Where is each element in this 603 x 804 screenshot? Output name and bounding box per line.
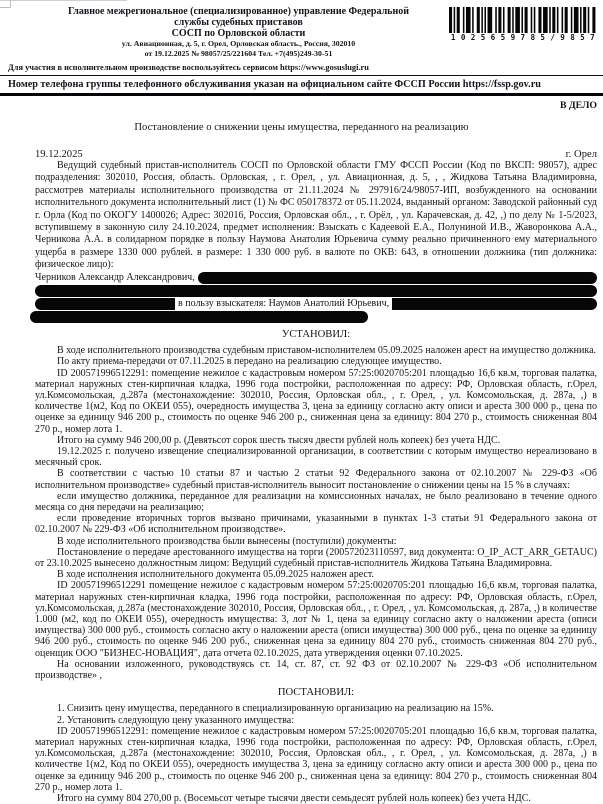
paragraph: если проведение вторичных торгов вызвано причинами, указанными в пунктах 1-3 статьи 91 Федерального закона от 02.10.2007 № 229-ФЗ «Об исполнительном производстве». [35,513,597,536]
gosuslugi-notice: Для участия в исполнительном производстве воспользуйтесь сервисом https://www.gosuslugi.ru [8,62,369,72]
resolution-property-description: ID 200571996512291: помещение нежилое с кадастровым номером 57:25:0020705:201 площадью 16,6 кв.м, торговая палатка, материал наружных стен-кирпичная кладка, 1996 года постройки, расположенная по адресу: РФ, Орловская область, г.Орел, ул.Комсомольская, д.287а (местонахождение: 302010, Россия, Орловская обл., , г. Орел, , ул. Комсомольская, д. 287а, ,) в количестве 1(м2, Код по ОКЕИ 055), очередность имущества 3, цена за единицу согласно акту описи и ареста 300 000 р., цена по оценке за единицу 946 200 р., стоимость по оценке 946 200 р., сниженная цена за единицу: 804 270 р., стоимость сниженная 804 270 р., номер лота 1. [35,725,597,793]
paragraph: В ходе исполнительного производства были вынесены (поступили) документы: [57,535,397,547]
section-heading-ustanovil: УСТАНОВИЛ: [281,329,351,341]
redaction-bar [35,285,597,297]
document-date: 19.12.2025 [35,148,83,160]
dateline [35,149,597,160]
paragraph: Постановление о передаче арестованного имущества на торги (200572023110597, вид документа: O_IP_ACT_ARR_GETAUC) от 23.10.2025 вынесено должностным лицом: Ведущий судебный пристав-исполнитель Жидкова Татьяна Владимировна. [35,546,597,570]
barcode-icon [449,7,597,33]
scan-artifact-line [0,0,127,1]
header-thick-rule [0,93,603,96]
redaction-row-partial [35,310,597,323]
redaction-bar [35,298,175,310]
section-heading-postanovil: ПОСТАНОВИЛ: [277,687,355,699]
document-city: г. Орел [565,148,597,160]
document-title: Постановление о снижении цены имущества, переданного на реализацию [134,121,469,133]
scan-artifact-tick [10,0,11,7]
paragraph: если имущество должника, переданное для реализации на комиссионных началах, не было реализовано в течение одного месяца со дня передачи на реализацию; [35,490,597,514]
paragraph: По акту приема-передачи от 07.11.2025 в передано на реализацию следующее имущество. [57,356,442,368]
phone-notice: Номер телефона группы телефонного обслуживания указан на официальном сайте ФССП России https://fssp.gov.ru [8,78,541,90]
paragraph: В ходе исполнения исполнительного документа 05.09.2025 наложен арест. [57,569,374,581]
ustanovil-section [35,345,597,681]
header-thin-rule [0,75,603,76]
redaction-bar [198,272,597,284]
redaction-row-debtor [35,272,597,285]
doc-ref-line: от 19.12.2025 № 98057/25/221604 Тел. +7(495)249-30-51 [144,49,333,59]
redaction-bar [392,298,597,310]
paragraph: 19.12.2025 г. получено извещение специализированной организации, в соответствии с которым имущество нереализовано в месячный срок. [35,446,597,469]
claimant-name: в пользу взыскателя: Наумов Анатолий Юрьевич, [175,298,392,310]
paragraph: ID 200571996512291 помещение нежилое с кадастровым номером 57:25:0020705:201 площадью 16,6 кв.м, торговая палатка, материал наружных стен-кирпичная кладка, 1996 года постройки, расположенная по адресу: РФ, Орловская область, г.Орел, ул.Комсомольская, д.287а (местонахождение 302010, Россия, Орловская обл., , г. Орел, , ул. Комсомольская, д. 287а, ,) в количестве 1.000 (м2, код по ОКЕИ 055), очередность имущества: 3, лот № 1, цена за единицу согласно акту о наложении ареста (описи имущества) 300 000 руб., стоимость согласно акту о наложении ареста (описи имущества) 300 000 руб., цена по оценке за единицу 946 200 руб., стоимость по оценке 946 200 руб., сниженная цена за единицу 804 270 руб., стоимость сниженная 804 270 руб., оценщик ООО "БИЗНЕС-НОВАЦИЯ", дата отчета 02.10.2025, дата утверждения оценки 07.10.2025. [35,580,597,659]
org-name-line-3: СОСП по Орловской области [171,27,306,39]
scan-artifact-corner [0,7,11,8]
preamble-paragraph: Ведущий судебный пристав-исполнитель СОСП по Орловской области ГМУ ФССП России (Код по ВКСП: 98057), адрес подразделения: 302010, Россия, область. Орловская, , г. Орел, , ул. Авиационная, д. 5, , , Жидкова Татьяна Владимировна, рассмотрев материалы исполнительного производства от 21.11.2024 № 297916/24/98057-ИП, возбужденного на основании исполнительного документа исполнительный лист (1) № ФС 050178372 от 05.11.2024, выданный органом: Заводской районный суд г. Орла (Код по ОКОГУ 1400026; Адрес: 302016, Россия, Орловская обл., , г. Орёл, , ул. Карачевская, д. 42, ,) по делу № 1-5/2023, вступившему в законную силу 24.10.2024, предмет исполнения: Взыскать с Кадеевой Е.А., Полуниной И.В., Жаворонкова А.А., Черникова А.А. в солидарном порядке в пользу Наумова Анатолия Юрьевича сумму реально причиненного ему материального ущерба в размере 1330 000 рублей. в размере: 1 330 000 руб. в валюте по ОКВ: 643, в отношении должника (тип должника: физическое лицо): [35,159,597,271]
paragraph: ID 200571996512291: помещение нежилое с кадастровым номером 57:25:0020705:201 площадью 16,6 кв.м, торговая палатка, материал наружных стен-кирпичная кладка, 1996 года постройки, расположенная по адресу: РФ, Орловская область, г.Орел, ул.Комсомольская, д.287а (местонахождение: 302010, Россия, Орловская обл., , г. Орел, , ул. Комсомольская, д. 287а, ,) в количестве 1(м2, Код по ОКЕИ 055), очередность имущества 3, цена за единицу согласно акту описи и ареста 300 000 р., цена по оценке за единицу 946 200 р., стоимость по оценке 946 200 р., сниженная цена за единицу: 804 270 р., стоимость сниженная 804 270 р., номер лота 1. [35,367,597,435]
resolution-item-2: 2. Установить следующую цену указанного имущества: [57,714,294,726]
org-address-line: ул. Авиационная, д. 5, г. Орел, Орловская область., Россия, 302010 [121,39,356,49]
letterhead-org-block [28,7,449,59]
postanovil-section [35,703,597,804]
paragraph: В соответствии с частью 10 статьи 87 и частью 2 статьи 92 Федерального закона от 02.10.2007 № 229-ФЗ «Об исполнительном производстве» судебный пристав-исполнитель выносит постановление о снижении цены на 15 % в случаях: [35,468,597,491]
paragraph-total: Итого на сумму 946 200,00 р. (Девятьсот сорок шесть тысяч двести рублей ноль копеек) без учета НДС. [57,434,501,446]
redaction-row-full [35,285,597,298]
barcode [449,7,599,42]
org-name-line-1: Главное межрегиональное (специализированное) управление Федеральной [67,6,409,17]
paragraph-legal-basis: На основании изложенного, руководствуясь ст. 14, ст. 87, ст. 92 ФЗ от 02.10.2007 № 229-ФЗ «Об исполнительном производстве» , [35,658,597,682]
org-name-line-2: службы судебных приставов [174,16,303,28]
debtor-name: Черников Александр Александрович, [35,272,195,284]
letterhead [0,0,603,59]
redaction-bar [30,311,368,323]
redaction-row-window [35,297,597,310]
in-file-stamp: В ДЕЛО [559,99,597,111]
paragraph: В ходе исполнительного производства судебным приставом-исполнителем 05.09.2025 наложен арест на имущество должника. [57,345,597,357]
resolution-item-1: 1. Снизить цену имущества, переданного в специализированную организацию на реализацию на 15%. [57,703,494,715]
barcode-digits: 1 0 2 5 6 5 9 7 8 5 / 9 8 5 7 [450,33,596,42]
resolution-total: Итого на сумму 804 270,00 р. (Восемьсот четыре тысячи двести семьдесят рублей ноль копеек) без учета НДС. [57,792,531,804]
redaction-block [35,272,597,324]
